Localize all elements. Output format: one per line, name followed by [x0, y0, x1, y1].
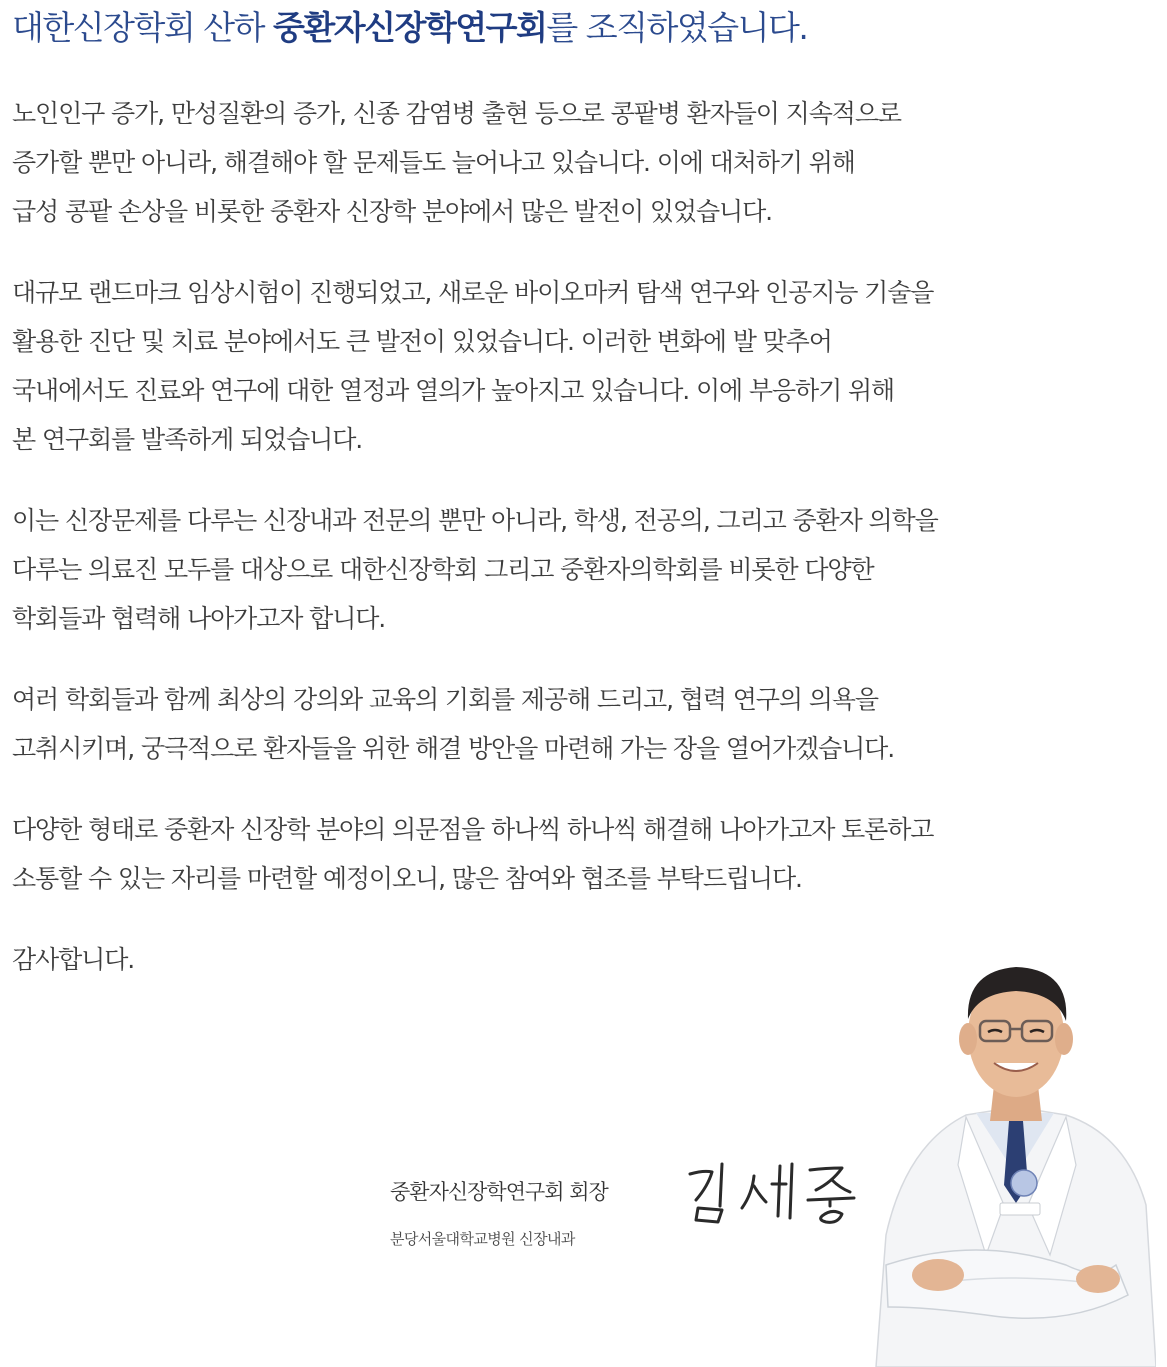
title-emphasis: 중환자신장학연구회 — [273, 8, 547, 47]
text-line: 활용한 진단 및 치료 분야에서도 큰 발전이 있었습니다. 이러한 변화에 발 맞추어 — [12, 327, 832, 356]
text-line: 소통할 수 있는 자리를 마련할 예정이오니, 많은 참여와 협조를 부탁드립니다. — [12, 864, 802, 893]
text-line: 대규모 랜드마크 임상시험이 진행되었고, 새로운 바이오마커 탐색 연구와 인공지능 기술을 — [12, 278, 934, 307]
title-prefix: 대한신장학회 산하 — [12, 8, 274, 47]
president-portrait — [866, 935, 1156, 1367]
text-line: 노인인구 증가, 만성질환의 증가, 신종 감염병 출현 등으로 콩팥병 환자들이 지속적으로 — [12, 99, 901, 128]
text-line: 이는 신장문제를 다루는 신장내과 전문의 뿐만 아니라, 학생, 전공의, 그리고 중환자 의학을 — [12, 506, 938, 535]
closing-text: 감사합니다. — [12, 945, 135, 974]
text-line: 급성 콩팥 손상을 비롯한 중환자 신장학 분야에서 많은 발전이 있었습니다. — [12, 197, 772, 226]
text-line: 국내에서도 진료와 연구에 대한 열정과 열의가 높아지고 있습니다. 이에 부응하기 위해 — [12, 376, 895, 405]
paragraph-3 — [12, 496, 1132, 643]
president-title: 중환자신장학연구회 회장 — [390, 1180, 608, 1204]
text-line: 증가할 뿐만 아니라, 해결해야 할 문제들도 늘어나고 있습니다. 이에 대처하기 위해 — [12, 148, 855, 177]
paragraph-1 — [12, 89, 1132, 236]
text-line: 고취시키며, 궁극적으로 환자들을 위한 해결 방안을 마련해 가는 장을 열어가겠습니다. — [12, 734, 895, 763]
text-line: 학회들과 협력해 나아가고자 합니다. — [12, 604, 386, 633]
title-suffix: 를 조직하였습니다. — [546, 8, 808, 47]
text-line: 본 연구회를 발족하게 되었습니다. — [12, 425, 363, 454]
text-line: 다루는 의료진 모두를 대상으로 대한신장학회 그리고 중환자의학회를 비롯한 다양한 — [12, 555, 874, 584]
greeting-body — [12, 89, 1132, 984]
signature-block — [390, 1168, 890, 1268]
text-line: 다양한 형태로 중환자 신장학 분야의 의문점을 하나씩 하나씩 해결해 나아가고자 토론하고 — [12, 815, 934, 844]
page-title — [12, 6, 807, 50]
paragraph-5 — [12, 805, 1132, 903]
affiliation: 분당서울대학교병원 신장내과 — [390, 1230, 575, 1248]
handwritten-signature — [682, 1156, 862, 1228]
paragraph-4 — [12, 675, 1132, 773]
text-line: 여러 학회들과 함께 최상의 강의와 교육의 기회를 제공해 드리고, 협력 연구의 의욕을 — [12, 685, 878, 714]
paragraph-2 — [12, 268, 1132, 464]
